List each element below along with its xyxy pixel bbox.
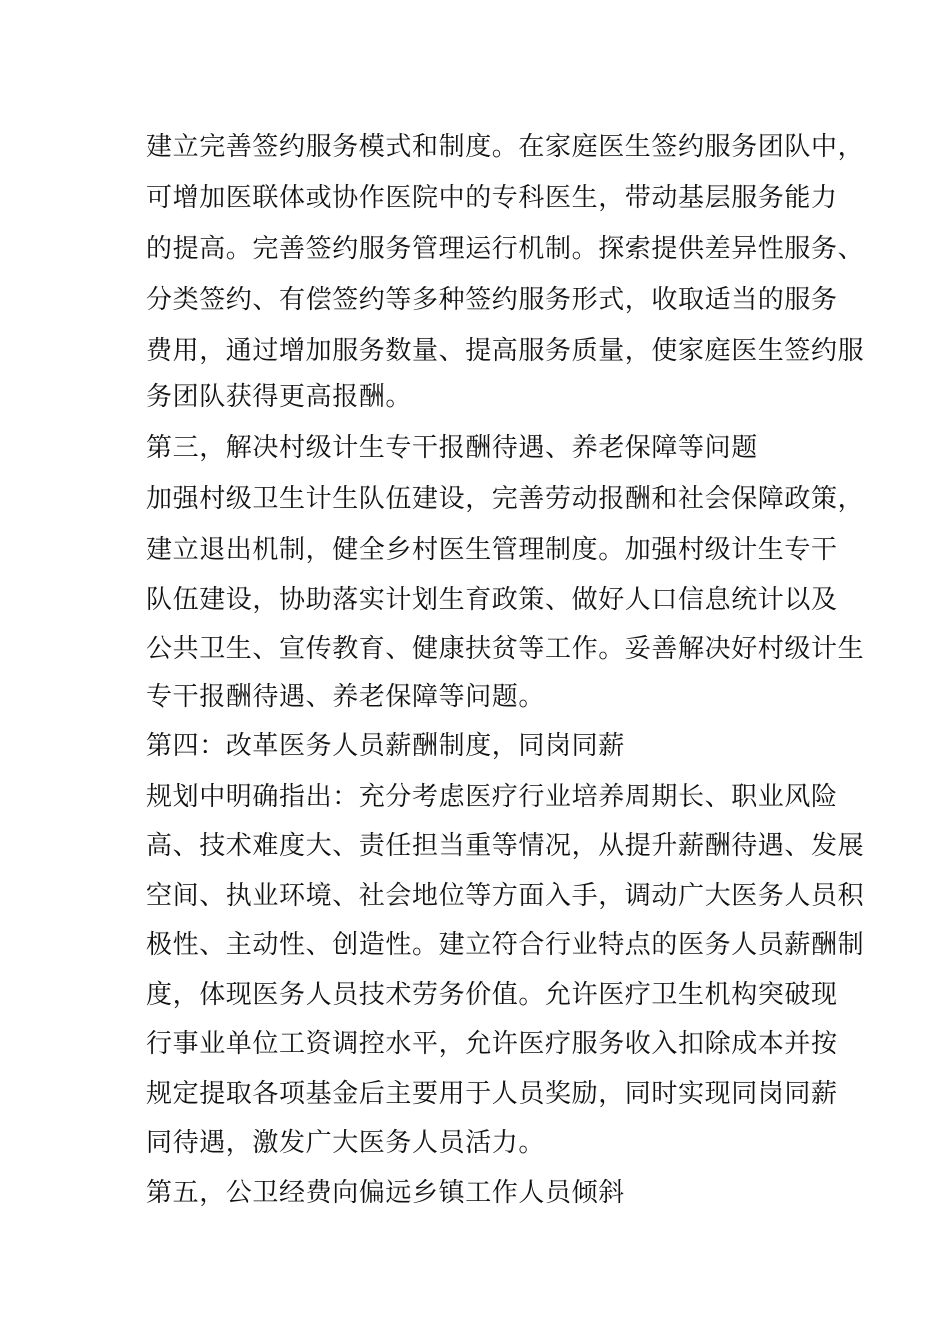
text-line: 规划中明确指出：充分考虑医疗行业培养周期长、职业风险	[146, 782, 838, 812]
text-line: 可增加医联体或协作医院中的专科医生，带动基层服务能力	[146, 183, 838, 213]
text-line: 行事业单位工资调控水平，允许医疗服务收入扣除成本并按	[146, 1029, 838, 1059]
section-heading: 第四：改革医务人员薪酬制度，同岗同薪	[146, 731, 625, 761]
text-line: 空间、执业环境、社会地位等方面入手，调动广大医务人员积	[146, 881, 865, 911]
section-heading: 第五，公卫经费向偏远乡镇工作人员倾斜	[146, 1178, 625, 1208]
text-line: 的提高。完善签约服务管理运行机制。探索提供差异性服务、	[146, 234, 865, 264]
text-line: 规定提取各项基金后主要用于人员奖励，同时实现同岗同薪	[146, 1079, 838, 1109]
text-line: 费用，通过增加服务数量、提高服务质量，使家庭医生签约服	[146, 336, 865, 366]
text-line: 极性、主动性、创造性。建立符合行业特点的医务人员薪酬制	[146, 930, 865, 960]
section-heading: 第三，解决村级计生专干报酬待遇、养老保障等问题	[146, 433, 758, 463]
text-line: 建立退出机制，健全乡村医生管理制度。加强村级计生专干	[146, 535, 838, 565]
text-line: 公共卫生、宣传教育、健康扶贫等工作。妥善解决好村级计生	[146, 634, 865, 664]
text-line: 高、技术难度大、责任担当重等情况，从提升薪酬待遇、发展	[146, 831, 865, 861]
text-line: 队伍建设，协助落实计划生育政策、做好人口信息统计以及	[146, 585, 838, 615]
text-line: 建立完善签约服务模式和制度。在家庭医生签约服务团队中，	[146, 132, 865, 162]
text-line: 务团队获得更高报酬。	[146, 382, 413, 412]
text-line: 分类签约、有偿签约等多种签约服务形式，收取适当的服务	[146, 285, 838, 315]
text-line: 同待遇，激发广大医务人员活力。	[146, 1128, 546, 1158]
text-line: 度，体现医务人员技术劳务价值。允许医疗卫生机构突破现	[146, 980, 838, 1010]
text-line: 专干报酬待遇、养老保障等问题。	[146, 682, 546, 712]
text-line: 加强村级卫生计生队伍建设，完善劳动报酬和社会保障政策，	[146, 484, 865, 514]
